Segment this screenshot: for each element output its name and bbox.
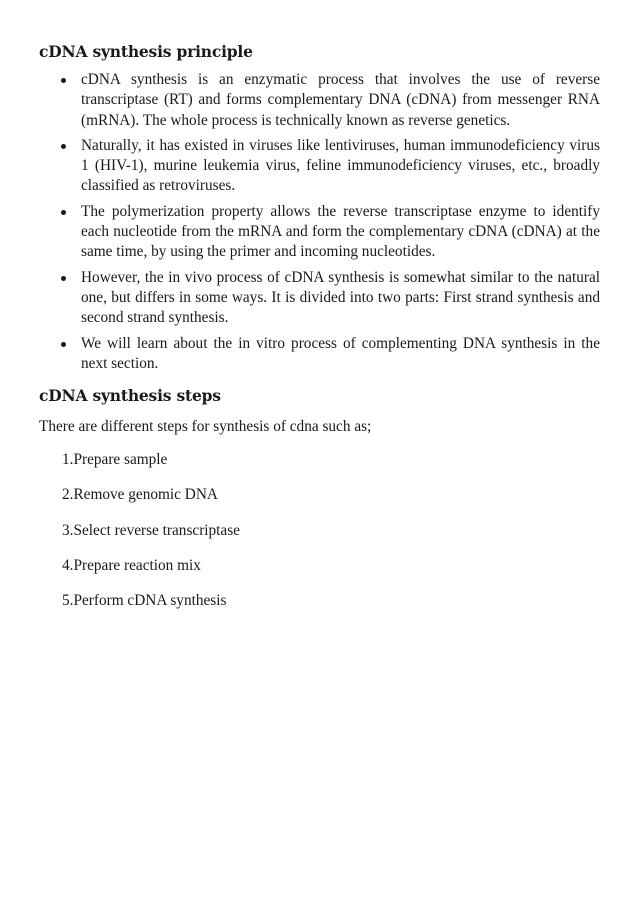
step-item bbox=[39, 484, 600, 506]
bullet-item bbox=[39, 136, 600, 197]
bullet-dot-icon bbox=[61, 342, 66, 347]
bullet-text: The polymerization property allows the reverse transcriptase enzyme to identify each nucleotide from the mRNA and form the complementary cDNA (cDNA) at the same time, by using the primer and incoming nucleotides. bbox=[81, 202, 600, 261]
section-title-steps: cDNA synthesis steps bbox=[39, 386, 221, 406]
step-number: 4. bbox=[62, 557, 74, 575]
steps-intro: There are different steps for synthesis of cdna such as; bbox=[39, 418, 372, 436]
bullet-item bbox=[39, 70, 600, 131]
bullet-dot-icon bbox=[61, 144, 66, 149]
section-title-principle: cDNA synthesis principle bbox=[39, 42, 253, 61]
bullet-text: Naturally, it has existed in viruses like lentiviruses, human immunodeficiency virus 1 (HIV-1), murine leukemia virus, feline immunodeficiency viruses, etc., broadly classified as retroviruses. bbox=[81, 136, 600, 195]
bullet-item bbox=[39, 334, 600, 375]
step-number: 3. bbox=[62, 521, 74, 539]
steps-list bbox=[39, 449, 600, 612]
document-page bbox=[39, 40, 600, 626]
step-item bbox=[39, 555, 600, 577]
step-text: Prepare sample bbox=[73, 451, 168, 469]
bullet-item bbox=[39, 268, 600, 329]
step-text: Remove genomic DNA bbox=[73, 486, 218, 504]
step-number: 2. bbox=[62, 486, 74, 504]
step-text: Prepare reaction mix bbox=[73, 557, 201, 575]
bullet-dot-icon bbox=[61, 78, 66, 83]
bullet-dot-icon bbox=[61, 210, 66, 215]
step-number: 5. bbox=[62, 592, 74, 610]
step-item bbox=[39, 520, 600, 542]
step-item bbox=[39, 590, 600, 612]
bullet-text: cDNA synthesis is an enzymatic process that involves the use of reverse transcriptase (RT) and forms complementary DNA (cDNA) from messenger RNA (mRNA). The whole process is technically known as reverse genetics. bbox=[81, 71, 600, 129]
step-text: Select reverse transcriptase bbox=[73, 521, 240, 539]
bullet-dot-icon bbox=[61, 276, 66, 281]
bullet-item bbox=[39, 202, 600, 263]
step-item bbox=[39, 449, 600, 471]
principle-bullet-list bbox=[39, 70, 600, 374]
bullet-text: However, the in vivo process of cDNA synthesis is somewhat similar to the natural one, but differs in some ways. It is divided into two parts: First strand synthesis and second strand synthesis. bbox=[81, 268, 600, 327]
bullet-text: We will learn about the in vitro process of complementing DNA synthesis in the next section. bbox=[81, 334, 600, 372]
step-text: Perform cDNA synthesis bbox=[73, 592, 227, 610]
step-number: 1. bbox=[62, 451, 74, 469]
